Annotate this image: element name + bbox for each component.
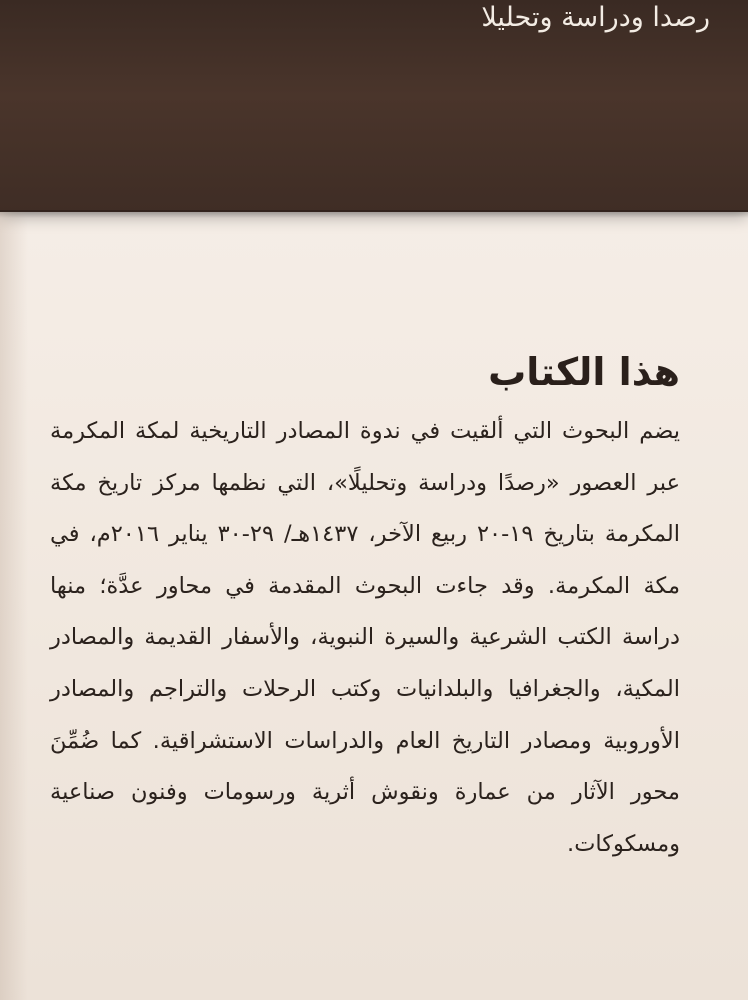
about-book-section bbox=[50, 344, 680, 870]
section-paragraph: يضم البحوث التي ألقيت في ندوة المصادر التاريخية لمكة المكرمة عبر العصور «رصدًا ودراسة وتحليلًا»، التي نظمها مركز تاريخ مكة المكرمة بتاريخ ١٩-٢٠ ربيع الآخر، ١٤٣٧هـ/ ٢٩-٣٠ يناير ٢٠١٦م، في مكة المكرمة. وقد جاءت البحوث المقدمة في محاور عدَّة؛ منها دراسة الكتب الشرعية والسيرة النبوية، والأسفار القديمة والمصادر المكية، والجغرافيا والبلدانيات وكتب الرحلات والتراجم والمصادر الأوروبية ومصادر التاريخ العام والدراسات الاستشراقية. كما ضُمِّنَ محور الآثار من عمارة ونقوش أثرية ورسومات وفنون صناعية ومسكوكات. bbox=[50, 418, 680, 857]
section-title: هذا الكتاب bbox=[488, 350, 680, 394]
page-shadow bbox=[0, 212, 28, 1000]
cover-subtitle: رصدا ودراسة وتحليلا bbox=[481, 2, 710, 33]
cover-band bbox=[0, 0, 748, 212]
